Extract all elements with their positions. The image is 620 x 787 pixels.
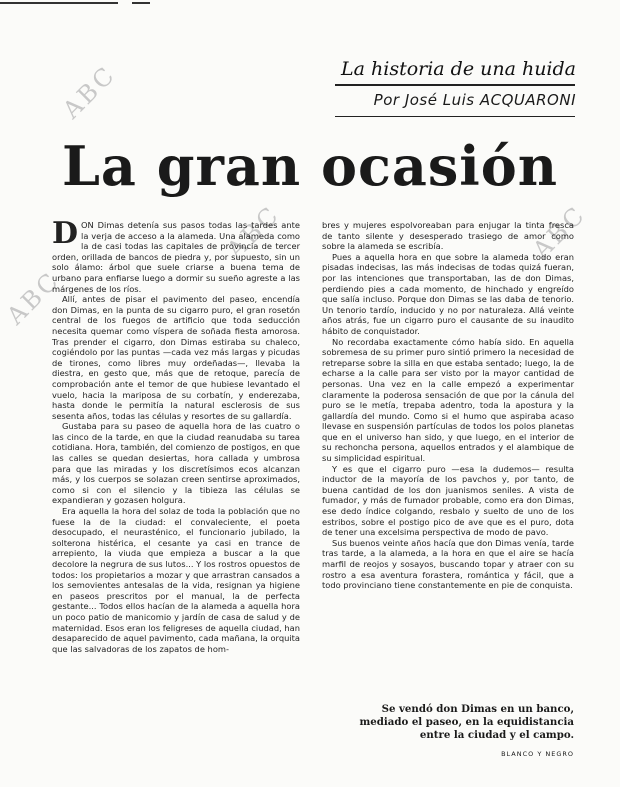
watermark-abc: ABC xyxy=(527,199,592,265)
pull-quote: Se vendó don Dimas en un banco, mediado el paseo, en la equidistancia entre la ciudad y el campo. xyxy=(359,703,574,741)
article-column-right xyxy=(322,220,574,591)
top-edge-mark xyxy=(0,2,118,4)
article-paragraph: Allí, antes de pisar el pavimento del paseo, encendía don Dimas, en la punta de su cigarro puro, el gran rosetón central de los fuegos de artificio que toda seducción necesita quemar como víspera de soñada fiesta amorosa. Tras prender el cigarro, don Dimas estiraba su chaleco, cogiéndolo por las puntas —cada vez más largas y picudas de tirones, como libres muy ordeñadas—, llevaba la diestra, en gesto que, más que de retoque, parecía de comprobación ante el temor de que hubiese levantado el vuelo, hacia la mariposa de su corbatín, y enderezaba, hasta donde le permitía la natural esclerosis de sus sesenta años, todas las células y resortes de su gallardía. xyxy=(52,294,300,421)
article-paragraph: Y es que el cigarro puro —esa la dudemos— resulta inductor de la mayoría de los pavchos y, por tanto, de buena cantidad de los don juanismos seniles. A vista de fumador, y más de fumador probable, como era don Dimas, ese dedo índice colgando, resbalo y suelto de uno de los estribos, sobre el postigo pico de ave que es el puro, dota de tener una excelsima perspectiva de modo de pavo. xyxy=(322,463,574,538)
top-edge-mark xyxy=(132,2,150,4)
article-paragraph: No recordaba exactamente cómo había sido. En aquella sobremesa de su primer puro sintió primero la necesidad de retreparse sobre la silla en que estaba sentado; luego, la de echarse a la calle para ser visto por la mayor cantidad de personas. Una vez en la calle empezó a experimentar claramente la poderosa sensación de que por la cánula del puro se le metía, trepaba adentro, toda la apostura y la gallardía del mundo. Como si el humo que aspiraba acaso llevase en suspensión partículas de todos los polos planetas que en el universo han sido, y que luego, en el interior de su rechoncha persona, aquellos entrados y el alambique de su simplicidad espiritual. xyxy=(322,336,574,464)
byline-rule xyxy=(335,116,575,117)
series-title: La historia de una huida xyxy=(341,58,576,80)
article-paragraph: Gustaba para su paseo de aquella hora de las cuatro o las cinco de la tarde, en que la ciudad reanudaba su tarea cotidiana. Hora, también, del comienzo de postigos, en que las calles se quedan desiertas, hora callada y umbrosa para que las miradas y los discretísimos ecos alcanzan más, y los cuerpos se solazan creen sentirse aproximados, como si con el silencio y la tibieza las células se expandieran y gozasen holgura. xyxy=(52,421,300,506)
watermark-abc: ABC xyxy=(1,265,66,331)
article-paragraph: Era aquella la hora del solaz de toda la población que no fuese la de la ciudad: el convaleciente, el poeta desocupado, el neurasténico, el funcionario jubilado, la solterona histérica, el cesante ya casi en trance de arrepiento, la viuda que empieza a buscar a la que decolore la negrura de sus lutos... Y los rostros opuestos de todos: los propietarios a mozar y que arrastran cansados a los semovientes antesalas de la vida, resignan ya higiene en paseos prescritos por el manual, la de perfecta gestante... Todos ellos hacían de la alameda a aquella hora un poco patio de manicomio y jardín de casa de salud y de maternidad. Esos eran los feligreses de aquella ciudad, han desaparecido de aquel pavimento, cada mañana, la orquita que las salvadoras de los zapatos de hom- xyxy=(52,506,301,654)
title-rule xyxy=(335,84,575,86)
article-paragraph: Pues a aquella hora en que sobre la alameda todo eran pisadas indecisas, las más indecisas de todas quizá fueran, por las intenciones que transportaban, las de don Dimas, perdiendo pies a cada momento, de hinchado y engreído que salía incluso. Porque don Dimas se las daba de tenorio. Un tenorio tardío, inducido y no por naturaleza. Allá veinte años atrás, fue un cigarro puro el causante de su inaudito hábito de conquistador. xyxy=(322,251,574,336)
article-column-left xyxy=(52,216,301,654)
headline: La gran ocasión xyxy=(61,134,559,198)
page-footer: BLANCO Y NEGRO xyxy=(501,750,574,758)
article-paragraph: bres y mujeres espolvoreaban para enjugar la tinta fresca de tanto silente y desesperado trasiego de amor como sobre la alameda se escribía. xyxy=(322,220,574,252)
article-paragraph: DON Dimas detenía sus pasos todas las tardes ante la verja de acceso a la alameda. Una alameda como la de casi todas las capitales de provincia de tercer orden, orillada de bancos de piedra y, por supuesto, sin un solo álamo: árbol que suele criarse a buena tema de urbano para enfiarse luego a dormir su sueño agreste a las márgenes de los ríos. xyxy=(52,216,300,294)
watermark-abc: ABC xyxy=(57,59,122,125)
watermark-abc: ABC xyxy=(221,199,286,265)
byline: Por José Luis ACQUARONI xyxy=(373,91,576,109)
drop-cap: D xyxy=(52,216,79,251)
article-paragraph: Sus buenos veinte años hacía que don Dimas venía, tarde tras tarde, a la alameda, a la hora en que el aire se hacía marfil de reojos y sosayos, buscando topar y atraer con su rostro a esa aventura forastera, romántica y fácil, que a todo provinciano tiene constantemente en pie de conquista. xyxy=(322,537,574,591)
